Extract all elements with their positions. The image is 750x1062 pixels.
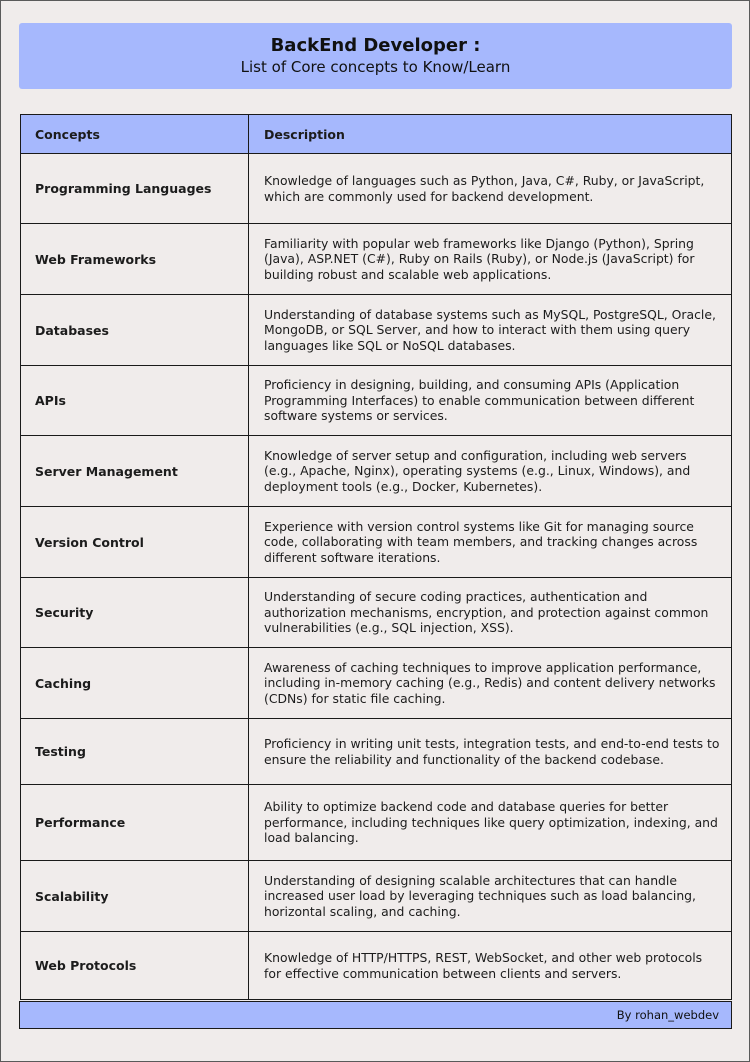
table-row <box>21 578 732 648</box>
concept-cell: Web Frameworks <box>21 224 249 295</box>
description-cell: Familiarity with popular web frameworks like Django (Python), Spring (Java), ASP.NET (C#), Ruby on Rails (Ruby), or Node.js (JavaScript) for building robust and scalable web applications. <box>249 224 732 295</box>
page-subtitle: List of Core concepts to Know/Learn <box>240 58 511 76</box>
table-row <box>21 648 732 719</box>
concept-cell: Scalability <box>21 861 249 932</box>
table-row <box>21 861 732 932</box>
table-row <box>21 719 732 785</box>
table-row <box>21 932 732 1000</box>
table-row <box>21 366 732 436</box>
header-banner <box>19 23 732 89</box>
concept-cell: Testing <box>21 719 249 785</box>
concept-cell: Databases <box>21 295 249 366</box>
concept-cell: Performance <box>21 785 249 861</box>
description-cell: Ability to optimize backend code and database queries for better performance, including techniques like query optimization, indexing, and load balancing. <box>249 785 732 861</box>
concept-cell: Web Protocols <box>21 932 249 1000</box>
table-header-row <box>21 115 732 154</box>
description-cell: Knowledge of languages such as Python, Java, C#, Ruby, or JavaScript, which are commonly used for backend development. <box>249 154 732 224</box>
concept-cell: Caching <box>21 648 249 719</box>
table-row <box>21 295 732 366</box>
table-row <box>21 436 732 507</box>
description-cell: Knowledge of server setup and configuration, including web servers (e.g., Apache, Nginx), operating systems (e.g., Linux, Windows), and deployment tools (e.g., Docker, Kubernetes). <box>249 436 732 507</box>
table-row <box>21 785 732 861</box>
page-title: BackEnd Developer : <box>270 35 481 56</box>
column-header-description: Description <box>249 115 732 154</box>
description-cell: Understanding of database systems such as MySQL, PostgreSQL, Oracle, MongoDB, or SQL Server, and how to interact with them using query languages like SQL or NoSQL databases. <box>249 295 732 366</box>
concept-cell: Server Management <box>21 436 249 507</box>
author-credit: By rohan_webdev <box>616 1008 719 1022</box>
description-cell: Understanding of secure coding practices, authentication and authorization mechanisms, encryption, and protection against common vulnerabilities (e.g., SQL injection, XSS). <box>249 578 732 648</box>
concept-cell: APIs <box>21 366 249 436</box>
description-cell: Understanding of designing scalable architectures that can handle increased user load by leveraging techniques such as load balancing, horizontal scaling, and caching. <box>249 861 732 932</box>
description-cell: Awareness of caching techniques to improve application performance, including in-memory caching (e.g., Redis) and content delivery networks (CDNs) for static file caching. <box>249 648 732 719</box>
description-cell: Knowledge of HTTP/HTTPS, REST, WebSocket, and other web protocols for effective communication between clients and servers. <box>249 932 732 1000</box>
footer-bar <box>19 1001 732 1029</box>
concept-cell: Programming Languages <box>21 154 249 224</box>
concept-cell: Version Control <box>21 507 249 578</box>
concepts-table <box>20 114 732 1000</box>
concept-cell: Security <box>21 578 249 648</box>
description-cell: Proficiency in writing unit tests, integration tests, and end-to-end tests to ensure the reliability and functionality of the backend codebase. <box>249 719 732 785</box>
description-cell: Proficiency in designing, building, and consuming APIs (Application Programming Interfaces) to enable communication between different software systems or services. <box>249 366 732 436</box>
table-row <box>21 154 732 224</box>
description-cell: Experience with version control systems like Git for managing source code, collaborating with team members, and tracking changes across different software iterations. <box>249 507 732 578</box>
table-row <box>21 507 732 578</box>
column-header-concepts: Concepts <box>21 115 249 154</box>
table-row <box>21 224 732 295</box>
